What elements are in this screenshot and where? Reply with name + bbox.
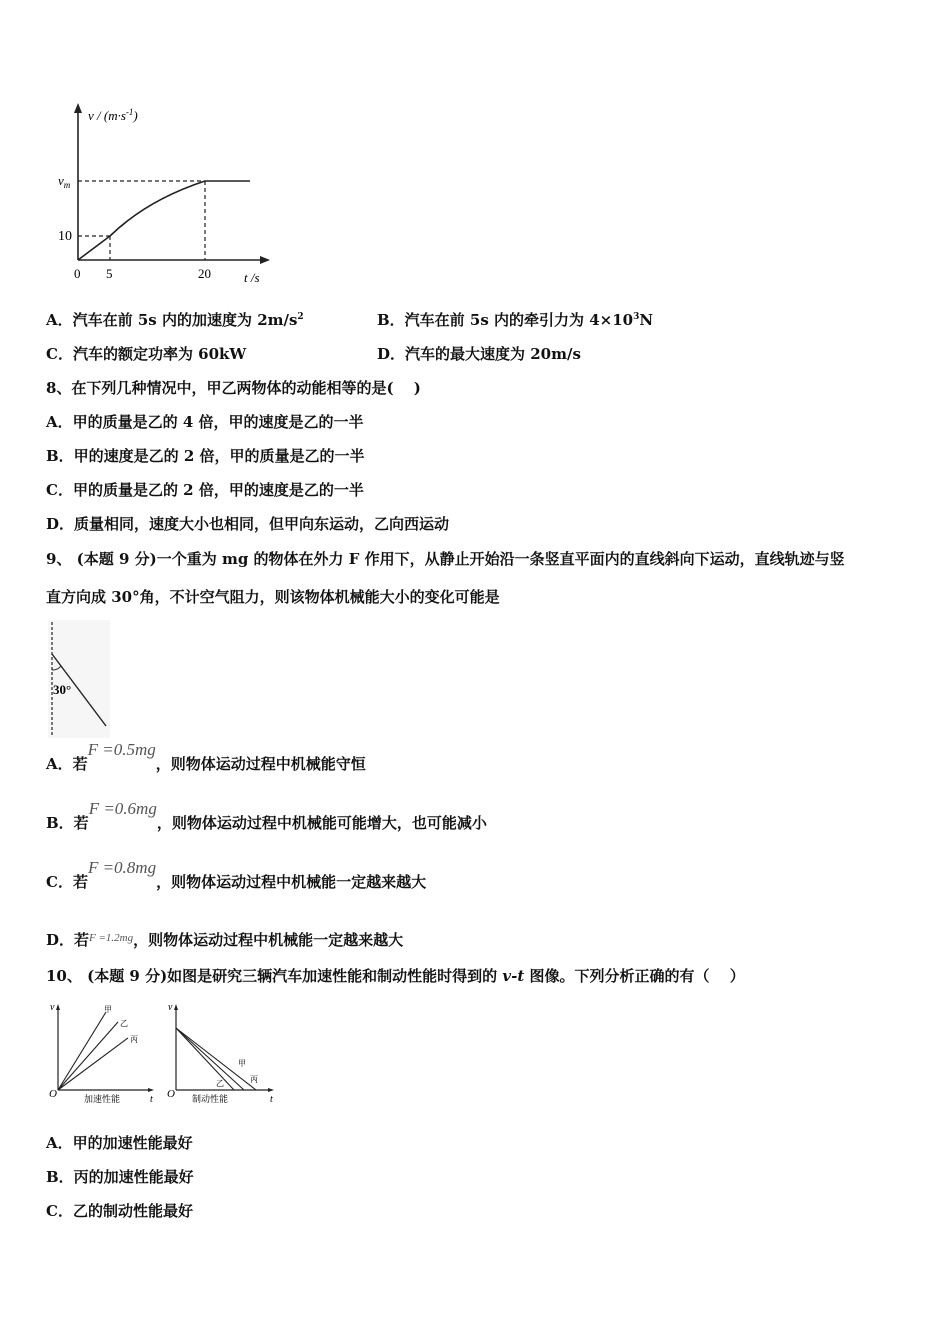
q10-g2-t-label: t	[270, 1094, 273, 1105]
q10-g2-caption: 制动性能	[192, 1094, 229, 1104]
q10-g2-label-jia: 甲	[238, 1059, 246, 1068]
vt-x-arrow	[260, 256, 270, 264]
q10-g1-y-arrow	[56, 1004, 60, 1010]
q9-angle-figure	[48, 620, 110, 738]
q10-acceleration-graph	[46, 1000, 162, 1108]
q9-option-c[interactable]: C．若F =0.8mg，则物体运动过程中机械能一定越来越大	[46, 858, 427, 891]
vt-y-arrow	[74, 103, 82, 113]
q10-g2-line-yi	[176, 1028, 234, 1090]
q10-g1-label-bing: 丙	[130, 1035, 138, 1044]
q10-g1-origin: O	[49, 1088, 57, 1100]
q9-formula-c: F =0.8mg	[87, 858, 157, 877]
q10-g1-t-label: t	[150, 1094, 153, 1105]
q10-stem: 10、 (本题 9 分)如图是研究三辆汽车加速性能和制动性能时得到的 v-t 图像。下列分析正确的有（ ）	[46, 967, 745, 985]
q9-option-d[interactable]: D．若$^{F =1.2mg}$，则物体运动过程中机械能一定越来越大	[46, 931, 404, 949]
q10-g1-line-bing	[58, 1038, 128, 1090]
q9-formula-b: F =0.6mg	[88, 799, 157, 818]
q7-option-d[interactable]: D．汽车的最大速度为 20m/s	[377, 345, 581, 363]
q9-figure-bg	[48, 620, 110, 738]
vt-x-label: t /s	[244, 270, 260, 285]
vt-linear-segment	[78, 236, 110, 260]
q10-g2-label-bing: 丙	[250, 1075, 258, 1084]
vt-y-label: $v / (m\cdot s^{-1})$	[88, 107, 138, 123]
q10-g2-x-arrow	[268, 1088, 274, 1092]
q10-option-a[interactable]: A．甲的加速性能最好	[46, 1134, 193, 1152]
vt-y-tick-10: 10	[58, 229, 72, 244]
q10-g1-x-arrow	[148, 1088, 154, 1092]
vt-curve-segment	[110, 181, 205, 236]
q10-g2-y-arrow	[174, 1004, 178, 1010]
q8-stem: 8、在下列几种情况中，甲乙两物体的动能相等的是( )	[46, 379, 421, 397]
q10-g2-v-label: v	[168, 1002, 173, 1013]
q9-formula-d: F =1.2mg	[89, 932, 134, 944]
q10-g1-label-yi: 乙	[120, 1019, 128, 1028]
q7-option-b[interactable]: B．汽车在前 5s 内的牵引力为 $4\times 10^3N$	[377, 311, 654, 329]
vt-x-tick-0: 0	[74, 266, 81, 281]
q10-g1-line-jia	[58, 1012, 106, 1090]
q9-stem-line1: 9、 (本题 9 分)一个重为 mg 的物体在外力 F 作用下，从静止开始沿一条竖直平面内的直线斜向下运动，直线轨迹与竖	[46, 550, 845, 568]
q10-g2-origin: O	[167, 1088, 175, 1100]
q8-option-d[interactable]: D．质量相同，速度大小也相同，但甲向东运动，乙向西运动	[46, 515, 450, 533]
q10-g1-label-jia: 甲	[104, 1005, 112, 1014]
q8-option-a[interactable]: A．甲的质量是乙的 4 倍，甲的速度是乙的一半	[46, 413, 364, 431]
q10-g1-line-yi	[58, 1022, 118, 1090]
q9-option-b[interactable]: B．若F =0.6mg，则物体运动过程中机械能可能增大，也可能减小	[46, 799, 487, 832]
q9-formula-a: F =0.5mg	[87, 740, 156, 759]
q10-braking-graph	[164, 1000, 282, 1108]
vt-x-tick-20: 20	[198, 266, 211, 281]
q8-option-c[interactable]: C．甲的质量是乙的 2 倍，甲的速度是乙的一半	[46, 481, 364, 499]
vt-vm-label: $v_m$	[58, 173, 71, 190]
q10-option-c[interactable]: C．乙的制动性能最好	[46, 1202, 193, 1220]
q9-option-a[interactable]: A．若F =0.5mg，则物体运动过程中机械能守恒	[46, 740, 366, 773]
q9-angle-label: 30°	[53, 682, 72, 697]
q7-option-a[interactable]: A．汽车在前 5s 内的加速度为 $2m/s^2$	[46, 311, 304, 329]
vt-x-tick-5: 5	[106, 266, 113, 281]
q10-option-b[interactable]: B．丙的加速性能最好	[46, 1168, 194, 1186]
q8-option-b[interactable]: B．甲的速度是乙的 2 倍，甲的质量是乙的一半	[46, 447, 365, 465]
q9-stem-line2: 直方向成 30°角，不计空气阻力，则该物体机械能大小的变化可能是	[46, 588, 500, 606]
q10-g1-v-label: v	[50, 1002, 55, 1013]
q7-option-c[interactable]: C．汽车的额定功率为 60kW	[46, 345, 247, 363]
vt-graph	[52, 100, 282, 290]
q10-g1-caption: 加速性能	[84, 1094, 121, 1104]
q10-g2-line-jia	[176, 1028, 244, 1090]
q10-g2-label-yi: 乙	[216, 1079, 224, 1088]
